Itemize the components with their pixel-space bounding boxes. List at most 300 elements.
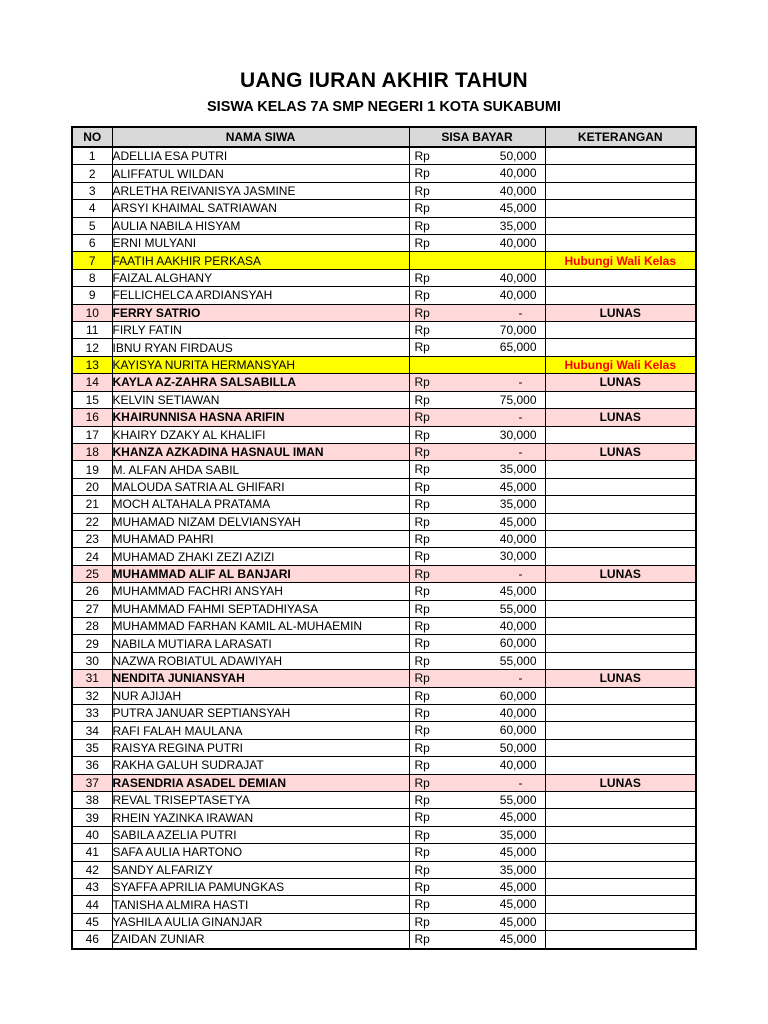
cell-student-name: ALIFFATUL WILDAN [112,165,409,182]
currency-label: Rp [414,880,430,895]
table-row [72,374,696,391]
cell-note [545,722,696,739]
cell-no: 19 [72,461,112,478]
currency-label: Rp [414,288,430,303]
currency-label: Rp [414,462,430,477]
table-row [72,147,696,165]
table-row [72,548,696,565]
cell-note: Hubungi Wali Kelas [545,252,696,269]
table-row [72,931,696,949]
table-row [72,409,696,426]
currency-label: Rp [414,810,430,825]
table-row [72,565,696,582]
currency-label: Rp [414,862,430,877]
cell-note [545,896,696,913]
cell-balance [409,635,545,652]
balance-amount: 45,000 [499,914,537,929]
table-row [72,670,696,687]
cell-balance [409,304,545,321]
cell-balance [409,409,545,426]
cell-note [545,478,696,495]
currency-label: Rp [414,410,430,425]
currency-label: Rp [414,531,430,546]
table-row [72,705,696,722]
cell-note [545,200,696,217]
cell-no: 33 [72,705,112,722]
cell-note [545,739,696,756]
cell-student-name: YASHILA AULIA GINANJAR [112,913,409,930]
balance-amount: 50,000 [499,149,537,163]
table-row [72,235,696,252]
cell-student-name: ZAIDAN ZUNIAR [112,931,409,949]
cell-no: 10 [72,304,112,321]
cell-student-name: ERNI MULYANI [112,235,409,252]
cell-student-name: MUHAMMAD FAHMI SEPTADHIYASA [112,600,409,617]
payment-table [71,126,697,950]
balance-amount: 55,000 [499,793,537,808]
page-title: UANG IURAN AKHIR TAHUN [240,69,528,92]
cell-student-name: NABILA MUTIARA LARASATI [112,635,409,652]
table-row [72,600,696,617]
cell-note [545,705,696,722]
table-row [72,635,696,652]
cell-balance [409,269,545,286]
cell-balance [409,252,545,269]
cell-note: LUNAS [545,774,696,791]
currency-label: Rp [414,375,430,390]
table-row [72,356,696,373]
cell-student-name: MUHAMAD ZHAKI ZEZI AZIZI [112,548,409,565]
cell-student-name: MUHAMMAD ALIF AL BANJARI [112,565,409,582]
currency-label: Rp [414,183,430,198]
cell-note [545,287,696,304]
table-row [72,879,696,896]
cell-student-name: M. ALFAN AHDA SABIL [112,461,409,478]
cell-note [545,652,696,669]
cell-no: 22 [72,513,112,530]
balance-amount: 40,000 [499,236,537,251]
table-row [72,757,696,774]
table-row [72,461,696,478]
balance-amount: 40,000 [499,618,537,633]
table-row [72,722,696,739]
cell-student-name: RAKHA GALUH SUDRAJAT [112,757,409,774]
cell-no: 21 [72,496,112,513]
cell-note [545,600,696,617]
balance-amount: 65,000 [499,340,537,355]
cell-no: 25 [72,565,112,582]
cell-no: 39 [72,809,112,826]
cell-note [545,844,696,861]
cell-balance [409,443,545,460]
balance-amount: 45,000 [499,897,537,912]
cell-no: 20 [72,478,112,495]
cell-note [545,165,696,182]
balance-amount: 40,000 [499,758,537,773]
cell-note [545,322,696,339]
table-row [72,844,696,861]
table-row [72,478,696,495]
balance-amount: - [518,444,523,459]
cell-note [545,792,696,809]
cell-no: 24 [72,548,112,565]
table-row [72,304,696,321]
table-row [72,496,696,513]
cell-no: 4 [72,200,112,217]
currency-label: Rp [414,514,430,529]
currency-label: Rp [414,392,430,407]
cell-note [545,913,696,930]
cell-note [545,496,696,513]
cell-note [545,339,696,356]
table-row [72,252,696,269]
cell-student-name: FELLICHELCA ARDIANSYAH [112,287,409,304]
cell-student-name: KAYLA AZ-ZAHRA SALSABILLA [112,374,409,391]
cell-balance [409,705,545,722]
balance-amount: 75,000 [499,392,537,407]
cell-student-name: ADELLIA ESA PUTRI [112,147,409,165]
cell-student-name: MUHAMAD NIZAM DELVIANSYAH [112,513,409,530]
cell-student-name: MUHAMMAD FARHAN KAMIL AL-MUHAEMIN [112,617,409,634]
cell-balance [409,165,545,182]
cell-student-name: TANISHA ALMIRA HASTI [112,896,409,913]
table-row [72,287,696,304]
currency-label: Rp [414,497,430,512]
cell-note: LUNAS [545,409,696,426]
cell-note [545,757,696,774]
cell-no: 1 [72,147,112,165]
balance-amount: - [518,375,523,390]
cell-student-name: FAIZAL ALGHANY [112,269,409,286]
cell-note [545,583,696,600]
balance-amount: - [518,410,523,425]
cell-no: 13 [72,356,112,373]
balance-amount: 45,000 [499,845,537,860]
cell-no: 15 [72,391,112,408]
cell-balance [409,583,545,600]
cell-no: 18 [72,443,112,460]
cell-student-name: SYAFFA APRILIA PAMUNGKAS [112,879,409,896]
cell-balance [409,478,545,495]
cell-note [545,826,696,843]
cell-note [545,809,696,826]
currency-label: Rp [414,149,430,163]
balance-amount: 35,000 [499,462,537,477]
table-row [72,217,696,234]
cell-note [545,461,696,478]
cell-no: 28 [72,617,112,634]
cell-balance [409,530,545,547]
balance-amount: 70,000 [499,323,537,338]
cell-student-name: KELVIN SETIAWAN [112,391,409,408]
table-row [72,530,696,547]
header-note: KETERANGAN [545,127,696,147]
cell-student-name: REVAL TRISEPTASETYA [112,792,409,809]
cell-note: LUNAS [545,670,696,687]
cell-no: 6 [72,235,112,252]
table-row [72,583,696,600]
balance-amount: - [518,775,523,790]
table-row [72,896,696,913]
cell-student-name: RHEIN YAZINKA IRAWAN [112,809,409,826]
cell-no: 38 [72,792,112,809]
cell-student-name: NUR AJIJAH [112,687,409,704]
balance-amount: 30,000 [499,549,537,564]
balance-amount: 45,000 [499,584,537,599]
cell-balance [409,461,545,478]
cell-balance [409,391,545,408]
table-row [72,443,696,460]
cell-note [545,182,696,199]
cell-student-name: FIRLY FATIN [112,322,409,339]
table-header [72,127,696,147]
cell-note [545,687,696,704]
cell-no: 5 [72,217,112,234]
table-row [72,826,696,843]
cell-student-name: FERRY SATRIO [112,304,409,321]
cell-note [545,147,696,165]
cell-student-name: RASENDRIA ASADEL DEMIAN [112,774,409,791]
currency-label: Rp [414,723,430,738]
cell-balance [409,931,545,949]
currency-label: Rp [414,671,430,686]
cell-student-name: RAFI FALAH MAULANA [112,722,409,739]
cell-balance [409,861,545,878]
balance-amount: 45,000 [499,880,537,895]
cell-no: 31 [72,670,112,687]
balance-amount: 45,000 [499,514,537,529]
cell-note [545,391,696,408]
cell-balance [409,426,545,443]
cell-student-name: SABILA AZELIA PUTRI [112,826,409,843]
cell-no: 34 [72,722,112,739]
balance-amount: 35,000 [499,862,537,877]
table-row [72,182,696,199]
currency-label: Rp [414,166,430,181]
cell-balance [409,617,545,634]
currency-label: Rp [414,323,430,338]
table-row [72,739,696,756]
cell-student-name: KHAIRUNNISA HASNA ARIFIN [112,409,409,426]
currency-label: Rp [414,236,430,251]
table-body [72,147,696,949]
balance-amount: 45,000 [499,810,537,825]
cell-balance [409,687,545,704]
header-no: NO [72,127,112,147]
cell-student-name: ARSYI KHAIMAL SATRIAWAN [112,200,409,217]
cell-no: 3 [72,182,112,199]
currency-label: Rp [414,601,430,616]
cell-no: 44 [72,896,112,913]
table-row [72,339,696,356]
cell-student-name: SAFA AULIA HARTONO [112,844,409,861]
page-subtitle: SISWA KELAS 7A SMP NEGERI 1 KOTA SUKABUMI [207,99,561,115]
cell-note: Hubungi Wali Kelas [545,356,696,373]
balance-amount: 55,000 [499,653,537,668]
currency-label: Rp [414,444,430,459]
balance-amount: 40,000 [499,531,537,546]
cell-no: 29 [72,635,112,652]
cell-no: 23 [72,530,112,547]
table-row [72,200,696,217]
cell-note [545,861,696,878]
cell-note: LUNAS [545,443,696,460]
cell-note: LUNAS [545,304,696,321]
cell-note [545,879,696,896]
currency-label: Rp [414,706,430,720]
cell-note [545,426,696,443]
cell-student-name: NAZWA ROBIATUL ADAWIYAH [112,652,409,669]
cell-balance [409,565,545,582]
cell-note [545,548,696,565]
cell-student-name: RAISYA REGINA PUTRI [112,739,409,756]
cell-note [545,269,696,286]
balance-amount: - [518,305,523,320]
cell-balance [409,235,545,252]
balance-amount: 30,000 [499,427,537,442]
cell-note [545,931,696,949]
cell-balance [409,722,545,739]
balance-amount: 60,000 [499,688,537,703]
cell-balance [409,757,545,774]
currency-label: Rp [414,549,430,564]
cell-balance [409,287,545,304]
cell-balance [409,826,545,843]
cell-no: 12 [72,339,112,356]
table-row [72,391,696,408]
currency-label: Rp [414,201,430,216]
cell-no: 41 [72,844,112,861]
currency-label: Rp [414,827,430,842]
cell-student-name: ARLETHA REIVANISYA JASMINE [112,182,409,199]
table-row [72,426,696,443]
currency-label: Rp [414,305,430,320]
cell-student-name: NENDITA JUNIANSYAH [112,670,409,687]
cell-note: LUNAS [545,374,696,391]
cell-balance [409,809,545,826]
cell-balance [409,356,545,373]
cell-no: 46 [72,931,112,949]
table-row [72,617,696,634]
cell-no: 2 [72,165,112,182]
cell-balance [409,774,545,791]
cell-balance [409,513,545,530]
cell-balance [409,147,545,165]
balance-amount: 45,000 [499,932,537,947]
cell-no: 32 [72,687,112,704]
table-row [72,774,696,791]
cell-balance [409,548,545,565]
balance-amount: 60,000 [499,636,537,651]
balance-amount: 35,000 [499,218,537,233]
cell-no: 45 [72,913,112,930]
cell-no: 9 [72,287,112,304]
balance-amount: - [518,566,523,581]
currency-label: Rp [414,479,430,494]
cell-no: 36 [72,757,112,774]
currency-label: Rp [414,897,430,912]
currency-label: Rp [414,775,430,790]
cell-note [545,530,696,547]
cell-student-name: KHANZA AZKADINA HASNAUL IMAN [112,443,409,460]
header-name: NAMA SIWA [112,127,409,147]
currency-label: Rp [414,740,430,755]
currency-label: Rp [414,566,430,581]
currency-label: Rp [414,636,430,651]
table-row [72,913,696,930]
cell-no: 42 [72,861,112,878]
balance-amount: 40,000 [499,183,537,198]
table-row [72,165,696,182]
cell-no: 14 [72,374,112,391]
cell-student-name: MALOUDA SATRIA AL GHIFARI [112,478,409,495]
header-balance: SISA BAYAR [409,127,545,147]
cell-balance [409,913,545,930]
balance-amount: 35,000 [499,497,537,512]
balance-amount: 60,000 [499,723,537,738]
balance-amount: 55,000 [499,601,537,616]
cell-no: 27 [72,600,112,617]
currency-label: Rp [414,758,430,773]
cell-balance [409,496,545,513]
table-row [72,322,696,339]
cell-balance [409,200,545,217]
currency-label: Rp [414,340,430,355]
table-row [72,687,696,704]
balance-amount: 40,000 [499,706,537,720]
cell-no: 8 [72,269,112,286]
table-row [72,792,696,809]
currency-label: Rp [414,932,430,947]
currency-label: Rp [414,618,430,633]
currency-label: Rp [414,793,430,808]
cell-no: 11 [72,322,112,339]
cell-note [545,217,696,234]
cell-balance [409,670,545,687]
currency-label: Rp [414,688,430,703]
cell-balance [409,217,545,234]
cell-no: 40 [72,826,112,843]
cell-student-name: MOCH ALTAHALA PRATAMA [112,496,409,513]
balance-amount: - [518,671,523,686]
cell-no: 35 [72,739,112,756]
cell-student-name: IBNU RYAN FIRDAUS [112,339,409,356]
cell-no: 26 [72,583,112,600]
currency-label: Rp [414,218,430,233]
cell-note [545,513,696,530]
header-row [72,127,696,147]
cell-no: 37 [72,774,112,791]
cell-balance [409,896,545,913]
cell-student-name: SANDY ALFARIZY [112,861,409,878]
cell-no: 43 [72,879,112,896]
balance-amount: 45,000 [499,479,537,494]
currency-label: Rp [414,845,430,860]
balance-amount: 35,000 [499,827,537,842]
cell-note [545,235,696,252]
cell-student-name: KHAIRY DZAKY AL KHALIFI [112,426,409,443]
cell-balance [409,322,545,339]
currency-label: Rp [414,584,430,599]
cell-balance [409,844,545,861]
cell-balance [409,879,545,896]
table-row [72,513,696,530]
cell-student-name: MUHAMAD PAHRI [112,530,409,547]
cell-balance [409,374,545,391]
cell-student-name: FAATIH AAKHIR PERKASA [112,252,409,269]
cell-balance [409,739,545,756]
table-row [72,809,696,826]
